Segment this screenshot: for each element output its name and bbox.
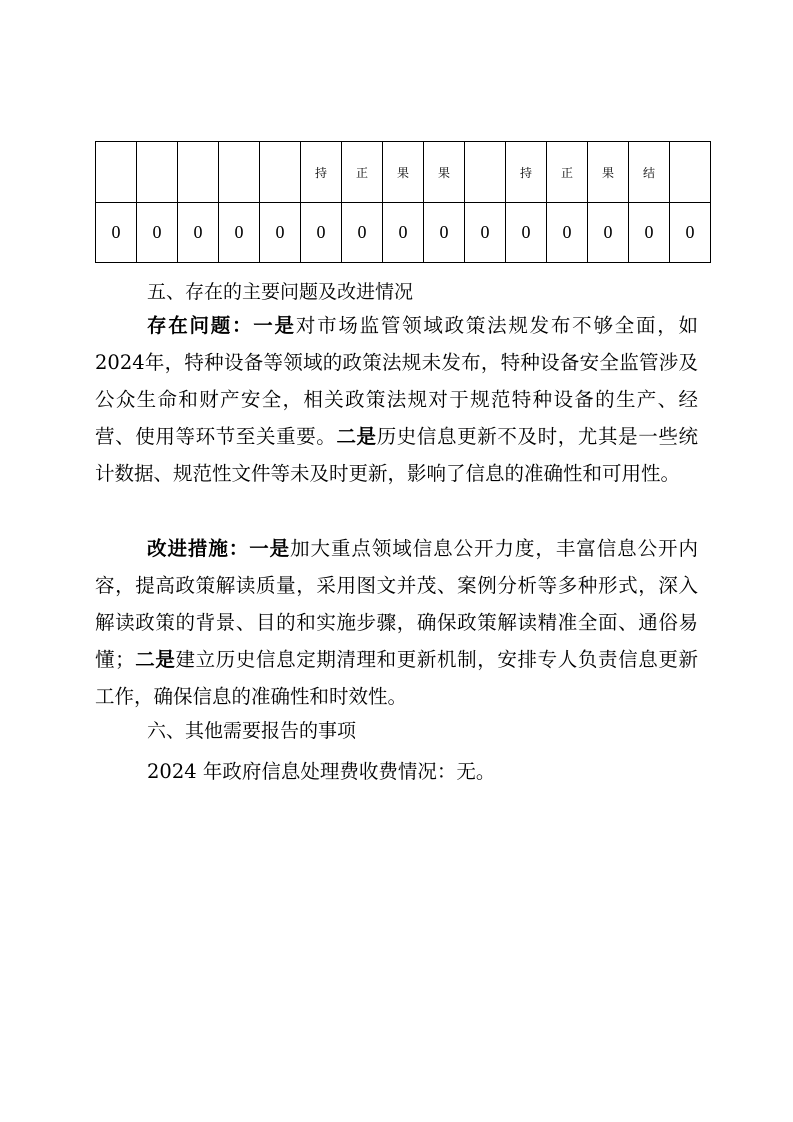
- problems-first-text: 对市场监管领域政策法规发布不够全面，如2024年，特种设备等领域的政策法规未发布，特种设备安全监管涉及公众生命和财产安全，相关政策法规对于规范特种设备的生产、经营、使用等环节至关重要。: [95, 314, 698, 448]
- table-header-cell: [465, 142, 506, 203]
- statistics-table: [95, 141, 711, 263]
- table-cell: 0: [588, 203, 629, 263]
- table-header-cell: 果: [424, 142, 465, 203]
- fee-statement: 2024 年政府信息处理费收费情况：无。: [147, 760, 496, 783]
- table-header-cell: [670, 142, 711, 203]
- measures-label: 改进措施：: [147, 537, 250, 560]
- table-cell: 0: [629, 203, 670, 263]
- table-cell: 0: [670, 203, 711, 263]
- table-cell: 0: [547, 203, 588, 263]
- measures-first-marker: 一是: [249, 537, 291, 560]
- table-header-cell: 果: [383, 142, 424, 203]
- table-header-cell: 持: [301, 142, 342, 203]
- table-cell: 0: [342, 203, 383, 263]
- table-cell: 0: [424, 203, 465, 263]
- table-cell: 0: [301, 203, 342, 263]
- table-header-cell: [219, 142, 260, 203]
- problems-second-marker: 二是: [336, 425, 377, 448]
- section-five-heading: 五、存在的主要问题及改进情况: [147, 281, 414, 303]
- table-header-cell: [137, 142, 178, 203]
- table-cell: 0: [260, 203, 301, 263]
- table-row: [96, 203, 711, 263]
- table-cell: 0: [219, 203, 260, 263]
- problems-paragraph: [95, 307, 698, 492]
- table-header-cell: 正: [547, 142, 588, 203]
- section-six-heading: 六、其他需要报告的事项: [147, 720, 357, 742]
- table-header-row: [96, 142, 711, 203]
- problems-second-text: 历史信息更新不及时，尤其是一些统计数据、规范性文件等未及时更新，影响了信息的准确性和可用性。: [95, 425, 698, 485]
- measures-paragraph: [95, 530, 698, 715]
- table-header-cell: 正: [342, 142, 383, 203]
- table-cell: 0: [465, 203, 506, 263]
- table-header-cell: [96, 142, 137, 203]
- table-header-cell: 果: [588, 142, 629, 203]
- measures-second-text: 建立历史信息定期清理和更新机制，安排专人负责信息更新工作，确保信息的准确性和时效性。: [95, 648, 698, 708]
- table-header-cell: 结: [629, 142, 670, 203]
- table-header-cell: [178, 142, 219, 203]
- measures-second-marker: 二是: [134, 648, 176, 671]
- table-cell: 0: [178, 203, 219, 263]
- table-cell: 0: [137, 203, 178, 263]
- table-cell: 0: [96, 203, 137, 263]
- table-header-cell: [260, 142, 301, 203]
- table-cell: 0: [383, 203, 424, 263]
- problems-label: 存在问题：: [147, 314, 254, 337]
- measures-first-text: 加大重点领域信息公开力度，丰富信息公开内容，提高政策解读质量，采用图文并茂、案例分析等多种形式，深入解读政策的背景、目的和实施步骤，确保政策解读精准全面、通俗易懂；: [95, 537, 698, 671]
- problems-first-marker: 一是: [253, 314, 296, 337]
- table-header-cell: 持: [506, 142, 547, 203]
- table-cell: 0: [506, 203, 547, 263]
